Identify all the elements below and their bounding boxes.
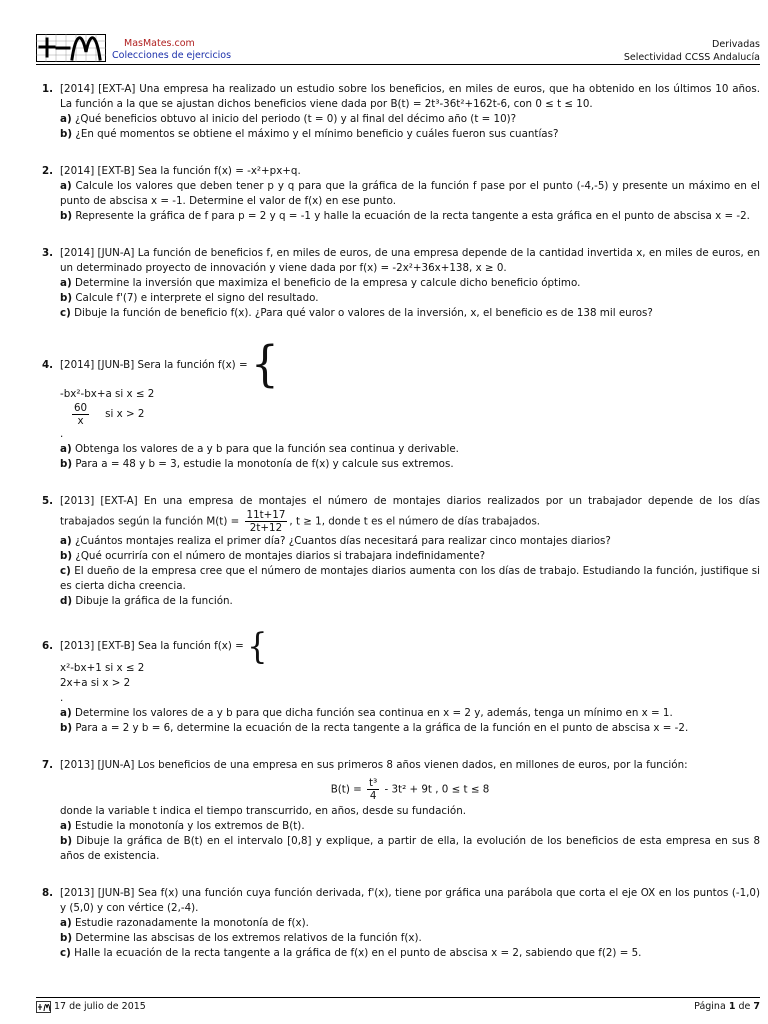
problem-6: 6. [2013] [EXT-B] Sea la función f(x) = { x²-bx+1 si x ≤ 2 2x+a si x > 2 . a) Determine los valores de a y b para que dicha función sea continua en x = 2 y, además, tenga un mínimo en x = 1. b) Para a = 2 y b = 6, determine la ecuación de la recta tangente a la gráfica de la función en el punto de abscisa x = -2. (42, 631, 760, 736)
header-right (624, 38, 760, 64)
part-label-a: a) (60, 277, 72, 289)
part-b: ¿En qué momentos se obtiene el máximo y el mínimo beneficio y cuáles fueron sus cuantías? (75, 128, 559, 140)
centered-equation (60, 777, 760, 802)
part-label-b: b) (60, 458, 73, 470)
masmates-small-logo-icon (36, 1001, 51, 1013)
piecewise-function (250, 336, 279, 393)
part-c: Dibuje la función de beneficio f(x). ¿Para qué valor o valores de la inversión, x, el beneficio es de 138 mil euros? (74, 307, 653, 319)
problem-3 (42, 246, 760, 321)
problem-intro: [2013] [EXT-A] En una empresa de montajes el número de montajes diarios realizados por un trabajador depende de los días trabajados según la función (60, 495, 760, 528)
collection-name[interactable]: Colecciones de ejercicios (112, 50, 232, 61)
page-indicator (694, 1001, 760, 1012)
part-label-b: b) (60, 550, 73, 562)
equation-note: donde la variable t indica el tiempo transcurrido, en años, desde su fundación. (60, 805, 466, 817)
part-b: Calcule f'(7) e interprete el signo del resultado. (75, 292, 319, 304)
part-label-c: c) (60, 947, 71, 959)
problem-8 (42, 886, 760, 961)
exam-title: Selectividad CCSS Andalucía (623, 52, 760, 63)
page-separator: de (738, 1001, 751, 1012)
fraction-denominator: 2t+12 (249, 522, 283, 534)
equation-left: B(t) = (330, 783, 362, 796)
problem-intro: [2013] [EXT-B] Sea la función f(x) = (60, 640, 244, 652)
part-label-a: a) (60, 917, 72, 929)
masmates-logo-icon (36, 34, 106, 62)
problem-number: 6. (42, 640, 54, 652)
problem-intro: [2013] [JUN-B] Sea f(x) una función cuya función derivada, f'(x), tiene por gráfica una parábola que corta el eje OX en los puntos (-1,0) y (5,0) y con vértice (2,-4). (60, 887, 760, 914)
page-header (36, 33, 760, 65)
problem-formula: B(t) = 2t³-36t²+162t-6, con 0 ≤ t ≤ 10. (390, 98, 593, 110)
equation-fraction (367, 777, 379, 802)
function-tail: , t ≥ 1, donde t es el número de días trabajados. (289, 515, 541, 528)
problem-4: 4. [2014] [JUN-B] Sera la función f(x) = { -bx²-bx+a si x ≤ 2 $\frac{60}{x}$ si x > 2 . a) Obtenga los valores de a y b para que la función sea continua y derivable. b) Para a = 48 y b = 3, estudie la monotonía de f(x) y calcule sus extremos. (42, 343, 760, 472)
case-1: x²-bx+1 si x ≤ 2 (60, 662, 145, 674)
part-label-c: c) (60, 307, 71, 319)
left-brace: { (247, 625, 268, 667)
part-a: Determine la inversión que maximiza el beneficio de la empresa y calcule dicho beneficio óptimo. (74, 277, 581, 289)
problem-1 (42, 82, 760, 142)
part-a: ¿Qué beneficios obtuvo al inicio del periodo (t = 0) y al final del décimo año (t = 10)? (74, 113, 517, 125)
function-name: M(t) = (206, 515, 240, 528)
part-a: Calcule los valores que deben tener p y q para que la gráfica de la función f pase por el punto (-4,-5) y presente un máximo en el punto de abscisa x = -1. Determine el valor de f(x) en ese punto. (60, 180, 760, 207)
part-label-b: b) (60, 292, 73, 304)
part-b: Determine las abscisas de los extremos relativos de la función f(x). (75, 932, 422, 944)
part-label-a: a) (60, 535, 72, 547)
header-divider (36, 64, 760, 65)
case-2-condition: si x > 2 (105, 408, 145, 420)
problem-number: 8. (42, 887, 54, 899)
part-b: Dibuje la gráfica de B(t) en el intervalo [0,8] y explique, a partir de ella, la evolución de los beneficios de esta empresa en sus 8 años de existencia. (60, 835, 760, 862)
case-2-fraction (72, 402, 89, 427)
problem-number: 5. (42, 495, 54, 507)
part-label-a: a) (60, 820, 72, 832)
part-b: Para a = 2 y b = 6, determine la ecuación de la recta tangente a la gráfica de la función en el punto de abscisa x = -2. (75, 722, 689, 734)
problem-number: 2. (42, 165, 54, 177)
problem-list (42, 82, 760, 983)
problem-formula: f(x) = -x²+px+q. (214, 165, 301, 177)
equation-numerator: t³ (369, 777, 378, 789)
case-1: -bx²-bx+a si x ≤ 2 (60, 388, 155, 400)
case-2-numerator: 60 (74, 402, 88, 414)
problem-number: 3. (42, 247, 54, 259)
piecewise-function (247, 625, 268, 667)
part-b: Represente la gráfica de f para p = 2 y q = -1 y halle la ecuación de la recta tangente a esta gráfica en el punto de abscisa x = -2. (75, 210, 750, 222)
footer-divider (36, 997, 760, 998)
part-label-a: a) (60, 113, 72, 125)
fraction-numerator: 11t+17 (246, 509, 286, 521)
problem-intro: [2014] [JUN-A] La función de beneficios f, en miles de euros, de una empresa depende de la cantidad invertida x, en miles de euros, en un determinado proyecto de innovación y viene dada por (60, 247, 760, 274)
part-label-b: b) (60, 835, 73, 847)
problem-intro: [2014] [EXT-A] Una empresa ha realizado un estudio sobre los beneficios, en miles de euros, que ha obtenido en los últimos 10 años. La función a la que se ajustan dichos beneficios viene dada por (60, 83, 760, 110)
part-label-a: a) (60, 707, 72, 719)
part-label-a: a) (60, 443, 72, 455)
part-label-d: d) (60, 595, 73, 607)
problem-2 (42, 164, 760, 224)
problem-formula: f(x) = -2x²+36x+138, x ≥ 0. (359, 262, 507, 274)
problem-number: 1. (42, 83, 54, 95)
part-a: Estudie razonadamente la monotonía de f(x). (74, 917, 309, 929)
part-label-b: b) (60, 128, 73, 140)
topic-title: Derivadas (712, 39, 760, 50)
part-label-b: b) (60, 722, 73, 734)
page-number: 1 (728, 1001, 736, 1012)
case-2-denominator: x (77, 415, 84, 427)
part-c: El dueño de la empresa cree que el número de montajes diarios aumenta con los días de trabajo. Estudiando la función, justifique si es cierta dicha creencia. (60, 565, 760, 592)
part-label-a: a) (60, 180, 72, 192)
site-name[interactable]: MasMates.com (124, 38, 195, 49)
equation-denominator: 4 (369, 790, 377, 802)
case-2: 2x+a si x > 2 (60, 677, 131, 689)
problem-5 (42, 494, 760, 609)
problem-intro: [2014] [EXT-B] Sea la función (60, 165, 211, 177)
part-a: ¿Cuántos montajes realiza el primer día? ¿Cuantos días necesitará para realizar cinco montajes diarios? (74, 535, 611, 547)
page-prefix: Página (694, 1001, 726, 1012)
problem-number: 7. (42, 759, 54, 771)
function-fraction (245, 509, 288, 534)
part-a: Obtenga los valores de a y b para que la función sea continua y derivable. (74, 443, 459, 455)
part-label-c: c) (60, 565, 71, 577)
problem-number: 4. (42, 359, 54, 371)
equation-right: - 3t² + 9t , 0 ≤ t ≤ 8 (384, 783, 490, 796)
page-total: 7 (753, 1001, 760, 1012)
footer-date: 17 de julio de 2015 (54, 1001, 146, 1012)
part-c: Halle la ecuación de la recta tangente a la gráfica de f(x) en el punto de abscisa x = 2, sabiendo que f(2) = 5. (74, 947, 642, 959)
problem-7 (42, 758, 760, 864)
part-a: Estudie la monotonía y los extremos de B(t). (74, 820, 305, 832)
left-brace: { (250, 336, 279, 393)
part-d: Dibuje la gráfica de la función. (75, 595, 233, 607)
problem-intro: [2014] [JUN-B] Sera la función f(x) = (60, 359, 248, 371)
problem-intro: [2013] [JUN-A] Los beneficios de una empresa en sus primeros 8 años vienen dados, en millones de euros, por la función: (60, 759, 688, 771)
part-b: Para a = 48 y b = 3, estudie la monotonía de f(x) y calcule sus extremos. (75, 458, 454, 470)
part-a: Determine los valores de a y b para que dicha función sea continua en x = 2 y, además, tenga un mínimo en x = 1. (74, 707, 673, 719)
part-label-b: b) (60, 210, 73, 222)
part-b: ¿Qué ocurriría con el número de montajes diarios si trabajara indefinidamente? (75, 550, 486, 562)
part-label-b: b) (60, 932, 73, 944)
